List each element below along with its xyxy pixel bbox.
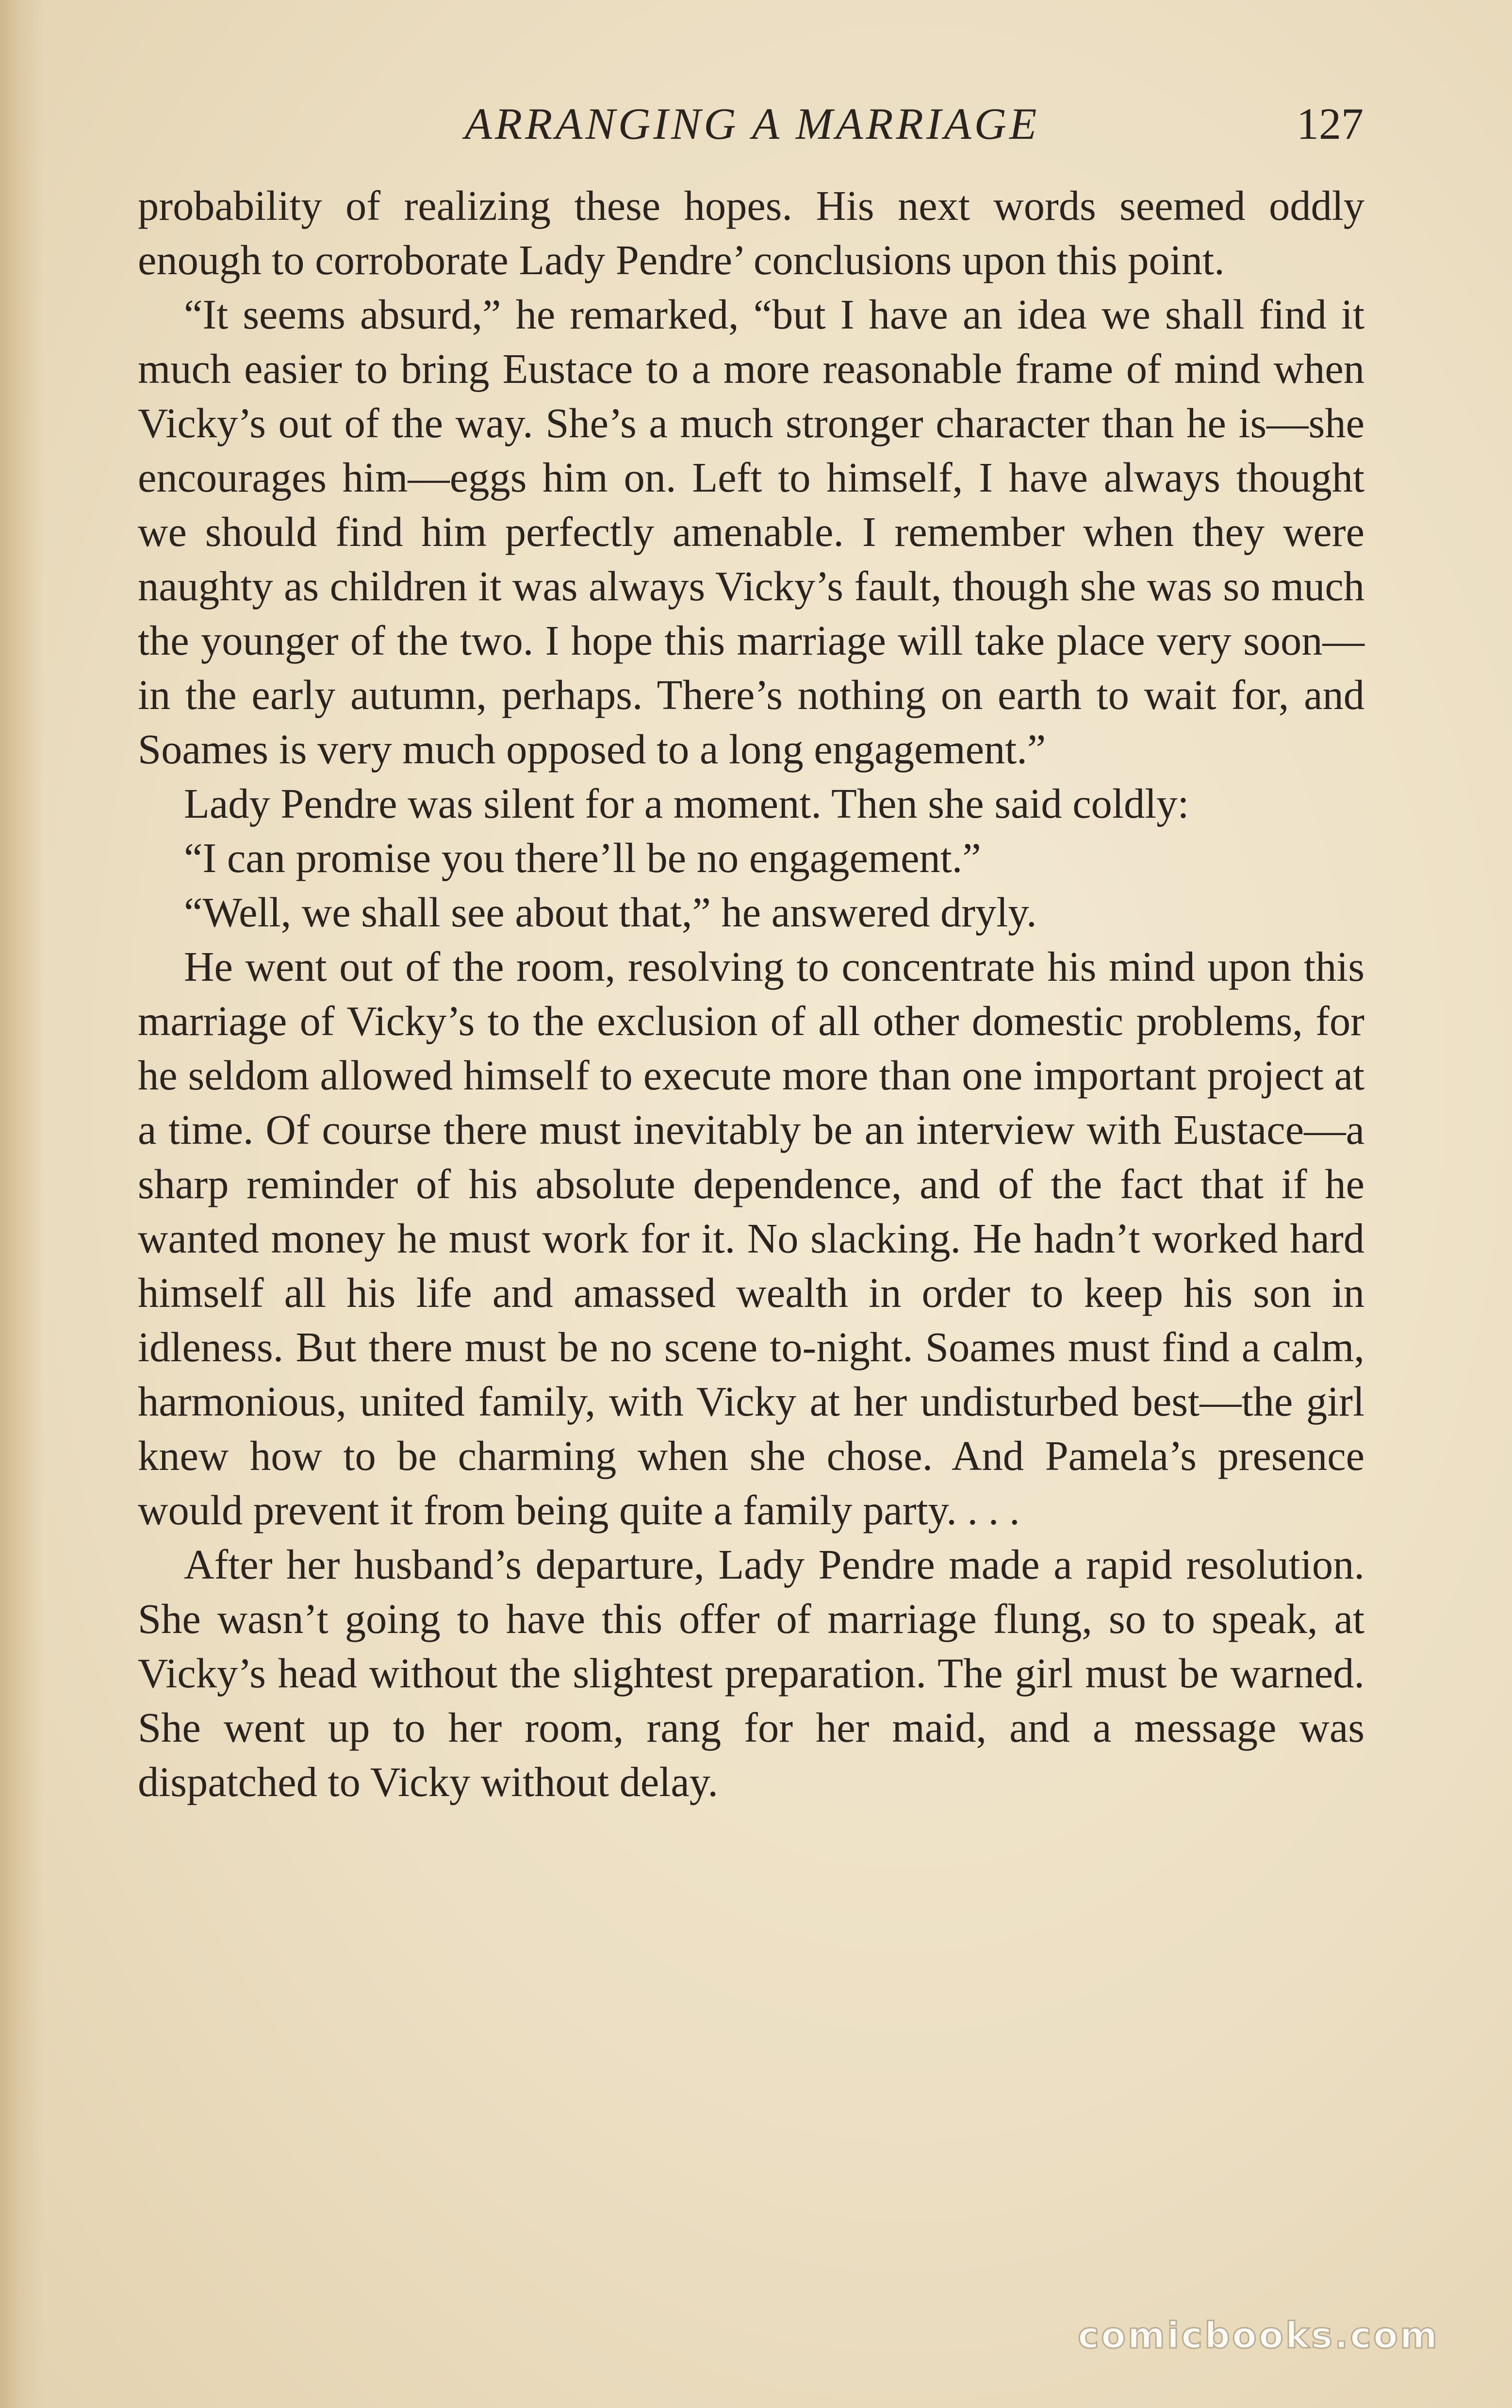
paragraph-5: “Well, we shall see about that,” he answered dryly. bbox=[184, 889, 1037, 936]
paragraph-2: “It seems absurd,” he remarked, “but I have an idea we shall find it much easier to bring Eustace to a more reasonable frame of mind when Vicky’s out of the way. She’s a much stronger character than he is—she encourages him—eggs him on. Left to himself, I have always thought we should find him perfectly amenable. I remember when they were naughty as children it was always Vicky’s fault, though she was so much the younger of the two. I hope this marriage will take place very soon—in the early autumn, perhaps. There’s nothing on earth to wait for, and Soames is very much opposed to a long engagement.” bbox=[138, 291, 1364, 773]
spine-shadow bbox=[0, 0, 44, 2408]
paragraph-1: probability of realizing these hopes. His next words seemed oddly enough to corroborate Lady Pendre’ conclusions upon this point. bbox=[138, 182, 1364, 283]
paragraph-7: After her husband’s departure, Lady Pendre made a rapid resolution. She wasn’t going to have this offer of marriage flung, so to speak, at Vicky’s head without the slightest preparation. The girl must be warned. She went up to her room, rang for her maid, and a message was dispatched to Vicky without delay. bbox=[138, 1541, 1364, 1805]
page-number: 127 bbox=[1297, 99, 1364, 148]
running-title: ARRANGING A MARRIAGE bbox=[464, 99, 1040, 148]
paragraph-4: “I can promise you there’ll be no engagement.” bbox=[184, 835, 981, 881]
body-text bbox=[138, 179, 1364, 1809]
watermark: comicbooks.com bbox=[1078, 2315, 1439, 2357]
paragraph-6: He went out of the room, resolving to concentrate his mind upon this marriage of Vicky’s to the exclusion of all other domestic problems, for he seldom allowed himself to execute more than one important project at a time. Of course there must inevitably be an interview with Eustace—a sharp reminder of his absolute dependence, and of the fact that if he wanted money he must work for it. No slacking. He hadn’t worked hard himself all his life and amassed wealth in order to keep his son in idleness. But there must be no scene to-night. Soames must find a calm, harmonious, united family, with Vicky at her undisturbed best—the girl knew how to be charming when she chose. And Pamela’s presence would prevent it from being quite a family party. . . . bbox=[138, 943, 1364, 1534]
page-header bbox=[141, 92, 1364, 155]
paragraph-3: Lady Pendre was silent for a moment. Then she said coldly: bbox=[184, 780, 1189, 827]
